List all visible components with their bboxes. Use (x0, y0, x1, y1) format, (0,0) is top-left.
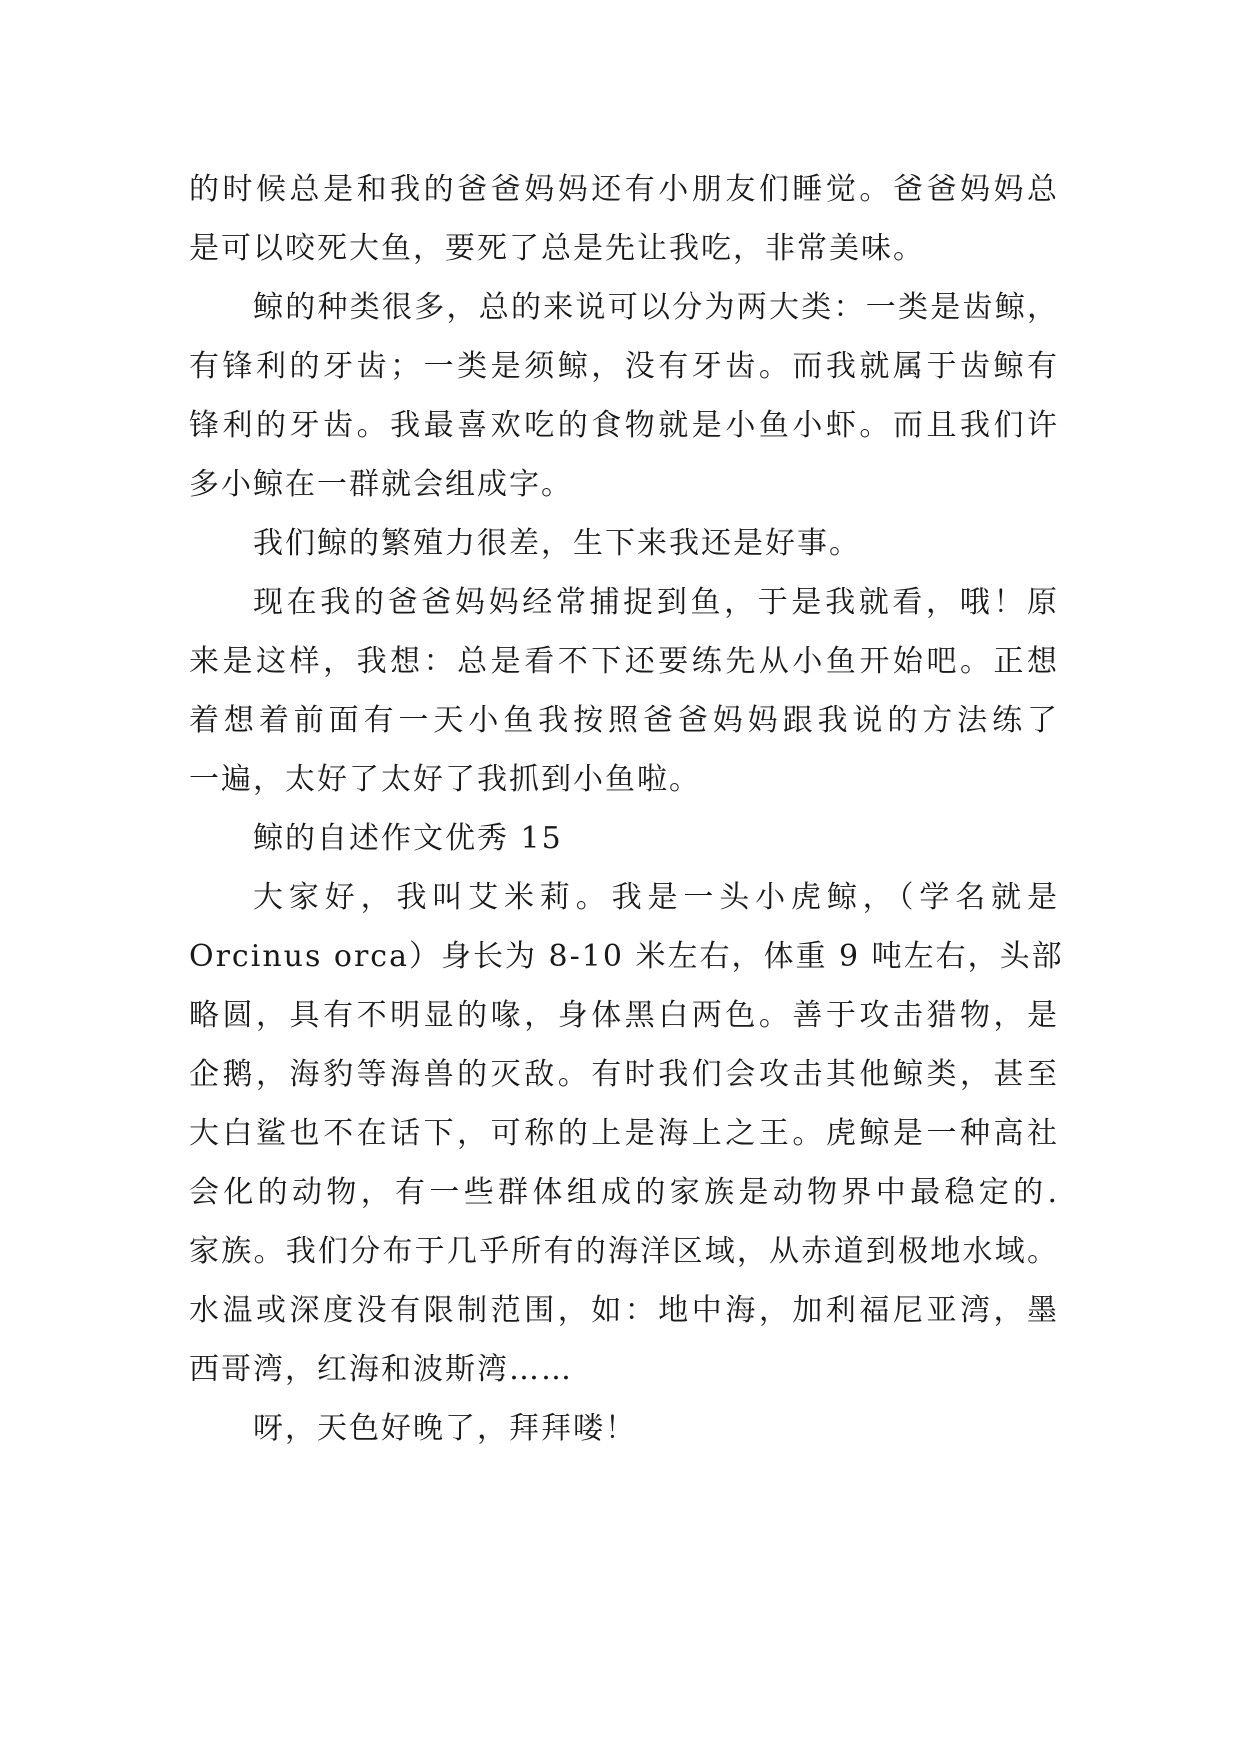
text-line: 有锋利的牙齿；一类是须鲸，没有牙齿。而我就属于齿鲸有 (189, 349, 1059, 384)
paragraph-start-line: 大家好，我叫艾米莉。我是一头小虎鲸，（学名就是 (253, 880, 1059, 915)
text-line: 会化的动物，有一些群体组成的家族是动物界中最稳定的. (189, 1175, 1059, 1210)
paragraph-start-line: 鲸的种类很多，总的来说可以分为两大类：一类是齿鲸， (253, 290, 1059, 325)
text-line: 是可以咬死大鱼，要死了总是先让我吃，非常美味。 (189, 231, 925, 266)
paragraph-start-line: 现在我的爸爸妈妈经常捕捉到鱼，于是我就看，哦！原 (253, 585, 1059, 620)
text-line: 略圆，具有不明显的喙，身体黑白两色。善于攻击猎物，是 (189, 998, 1059, 1033)
section-heading: 鲸的自述作文优秀 15 (253, 821, 563, 856)
text-line: 水温或深度没有限制范围，如：地中海，加利福尼亚湾，墨 (189, 1293, 1059, 1328)
text-line: 西哥湾，红海和波斯湾…… (189, 1352, 573, 1387)
text-line: 来是这样，我想：总是看不下还要练先从小鱼开始吧。正想 (189, 644, 1059, 679)
text-line: 的时候总是和我的爸爸妈妈还有小朋友们睡觉。爸爸妈妈总 (189, 172, 1059, 207)
paragraph-start-line: 我们鲸的繁殖力很差，生下来我还是好事。 (253, 526, 861, 561)
text-line: 着想着前面有一天小鱼我按照爸爸妈妈跟我说的方法练了 (189, 703, 1059, 738)
text-line: 企鹅，海豹等海兽的灭敌。有时我们会攻击其他鲸类，甚至 (189, 1057, 1059, 1092)
text-line: 大白鲨也不在话下，可称的上是海上之王。虎鲸是一种高社 (189, 1116, 1059, 1151)
text-line: 家族。我们分布于几乎所有的海洋区域，从赤道到极地水域。 (189, 1234, 1059, 1269)
text-line: Orcinus orca）身长为 8-10 米左右，体重 9 吨左右，头部 (189, 939, 1064, 974)
document-body (189, 160, 1064, 1458)
text-line: 一遍，太好了太好了我抓到小鱼啦。 (189, 762, 701, 797)
text-line: 多小鲸在一群就会组成字。 (189, 467, 573, 502)
paragraph-start-line: 呀，天色好晚了，拜拜喽！ (253, 1411, 637, 1446)
text-line: 锋利的牙齿。我最喜欢吃的食物就是小鱼小虾。而且我们许 (189, 408, 1059, 443)
